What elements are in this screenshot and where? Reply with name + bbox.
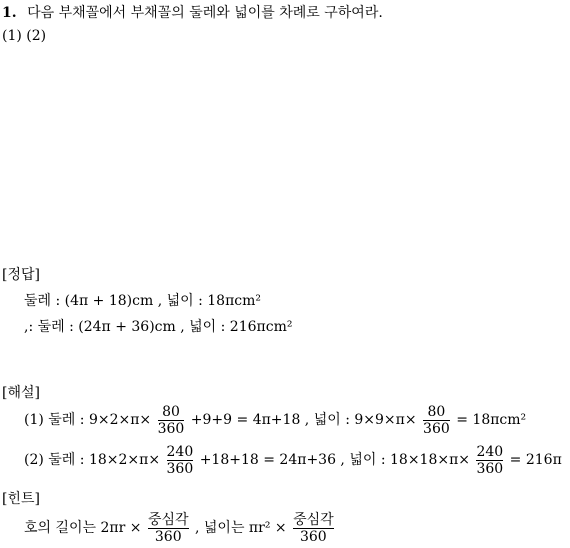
answer-line-2: ,: 둘레 : (24π + 36)cm , 넓이 : 216πcm² bbox=[24, 319, 293, 335]
explanation-line-1-post: = 18πcm² bbox=[456, 412, 527, 428]
hint-line bbox=[24, 508, 336, 548]
hint-mid: , 넓이는 πr² × bbox=[195, 520, 287, 536]
fraction-denominator: 360 bbox=[423, 420, 450, 437]
fraction-denominator: 360 bbox=[293, 528, 334, 545]
fraction-numerator: 80 bbox=[162, 403, 180, 420]
fraction-denominator: 360 bbox=[148, 528, 189, 545]
fraction-numerator: 중심각 bbox=[293, 511, 334, 528]
hint-heading: [힌트] bbox=[2, 491, 40, 507]
explanation-line-1 bbox=[24, 400, 526, 440]
fraction-denominator: 360 bbox=[476, 460, 504, 477]
fraction-80-360 bbox=[158, 404, 185, 437]
fraction-80-360-b bbox=[423, 404, 450, 437]
fraction-central-angle bbox=[148, 512, 189, 545]
answer-heading: [정답] bbox=[2, 267, 40, 283]
hint-pre: 호의 길이는 2πr × bbox=[24, 520, 142, 536]
explanation-line-2-pre: (2) 둘레 : 18×2×π× bbox=[24, 452, 161, 468]
explanation-line-2 bbox=[24, 440, 562, 480]
fraction-numerator: 중심각 bbox=[147, 511, 189, 528]
fraction-central-angle-b bbox=[293, 512, 334, 545]
explanation-line-2-mid: +18+18 = 24π+36 , 넓이 : 18×18×π× bbox=[199, 452, 471, 468]
fraction-numerator: 240 bbox=[166, 443, 194, 460]
explanation-line-1-pre: (1) 둘레 : 9×2×π× bbox=[24, 412, 152, 428]
explanation-heading: [해설] bbox=[2, 385, 40, 401]
question-line bbox=[2, 4, 383, 22]
fraction-denominator: 360 bbox=[166, 460, 194, 477]
fraction-240-360-b bbox=[476, 444, 503, 477]
fraction-numerator: 80 bbox=[427, 403, 446, 420]
fraction-240-360 bbox=[167, 444, 194, 477]
explanation-line-1-mid: +9+9 = 4π+18 , 넓이 : 9×9×π× bbox=[190, 412, 417, 428]
question-number: 1. bbox=[2, 5, 17, 21]
question-parts: (1) (2) bbox=[2, 28, 47, 44]
explanation-line-2-post: = 216π bbox=[509, 452, 562, 468]
fraction-numerator: 240 bbox=[476, 443, 504, 460]
answer-line-1: 둘레 : (4π + 18)cm , 넓이 : 18πcm² bbox=[24, 293, 262, 309]
question-text: 다음 부채꼴에서 부채꼴의 둘레와 넓이를 차례로 구하여라. bbox=[27, 5, 383, 21]
fraction-denominator: 360 bbox=[157, 420, 185, 437]
